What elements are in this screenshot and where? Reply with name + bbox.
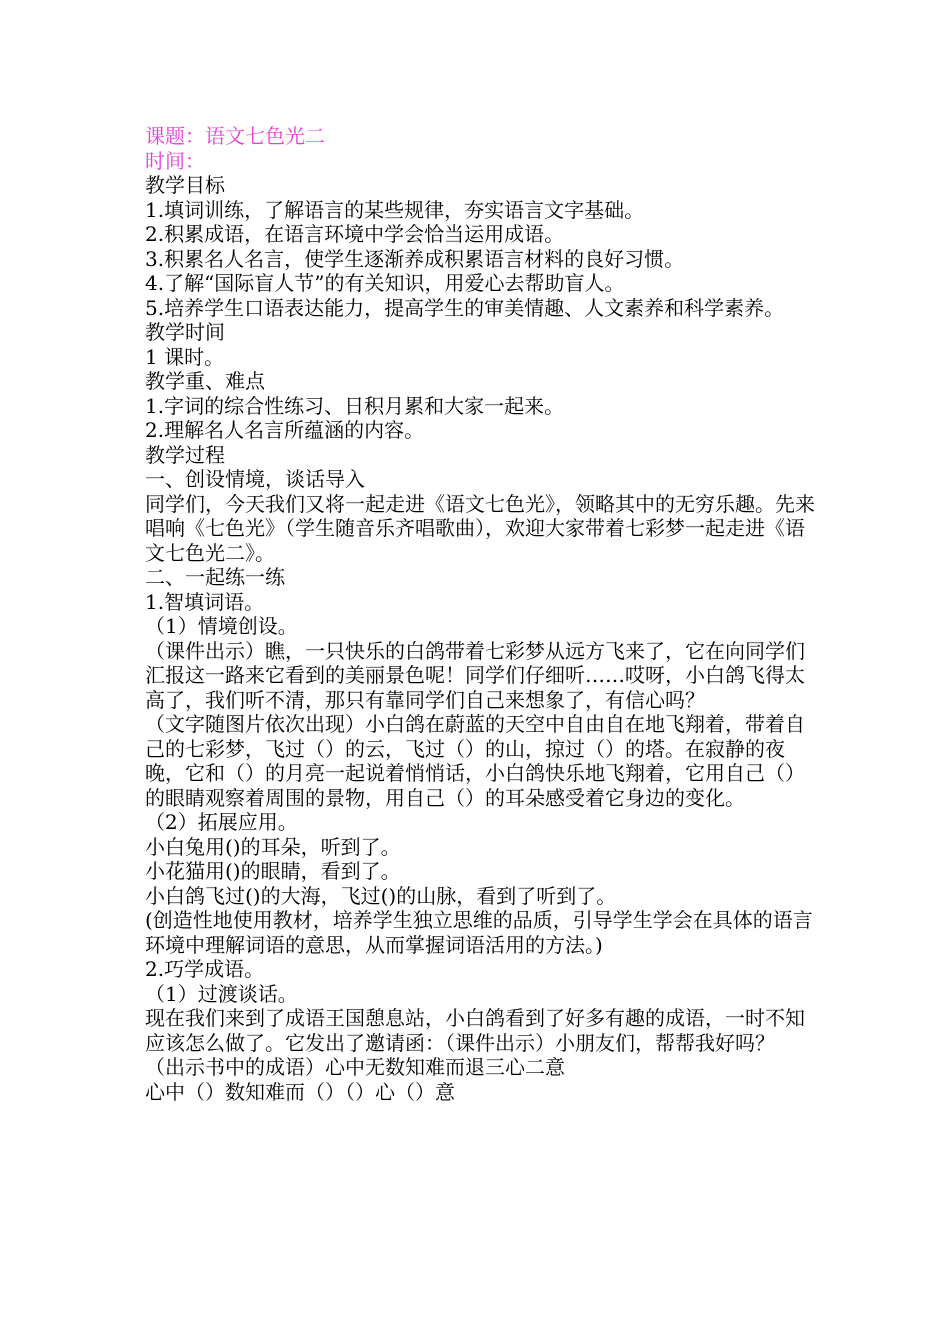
objectives-heading: 教学目标 bbox=[145, 173, 225, 197]
objective-item: 3.积累名人名言，使学生逐渐养成积累语言材料的良好习惯。 bbox=[145, 246, 685, 271]
idiom-blanks: 心中（）数知难而（）（）心（）意 bbox=[145, 1079, 455, 1104]
exercise-line: 小白兔用()的耳朵，听到了。 bbox=[145, 834, 401, 859]
step-heading: （2）拓展应用。 bbox=[145, 810, 298, 834]
idiom-list: （出示书中的成语）心中无数知难而退三心二意 bbox=[145, 1055, 565, 1079]
focus-item: 1.字词的综合性练习、日积月累和大家一起来。 bbox=[145, 393, 565, 418]
lesson-title: 课题：语文七色光二 bbox=[145, 124, 325, 148]
objective-item: 2.积累成语，在语言环境中学会恰当运用成语。 bbox=[145, 222, 565, 246]
section-paragraph: 同学们，今天我们又将一起走进《语文七色光》，领略其中的无穷乐趣。先来唱响《七色光》（学生随音乐齐唱歌曲），欢迎大家带着七彩梦一起走进《语文七色光二》。 bbox=[145, 491, 815, 565]
subsection-heading: 2.巧学成语。 bbox=[145, 957, 265, 981]
section-heading: 一、创设情境，谈话导入 bbox=[145, 467, 365, 491]
paragraph: （文字随图片依次出现）小白鸽在蔚蓝的天空中自由自在地飞翔着，带着自己的七彩梦，飞过（）的云，飞过（）的山，掠过（）的塔。在寂静的夜晚，它和（）的月亮一起说着悄悄话，小白鸽快乐地飞翔着，它用自己（）的眼睛观察着周围的景物，用自己（）的耳朵感受着它身边的变化。 bbox=[145, 712, 805, 810]
focus-heading: 教学重、难点 bbox=[145, 369, 265, 393]
process-heading: 教学过程 bbox=[145, 442, 225, 467]
document-page bbox=[145, 124, 815, 1104]
step-heading: （1）情境创设。 bbox=[145, 614, 298, 638]
exercise-line: 小花猫用()的眼睛，看到了。 bbox=[145, 859, 401, 883]
step-heading: （1）过渡谈话。 bbox=[145, 981, 298, 1006]
paragraph: （课件出示）瞧，一只快乐的白鸽带着七彩梦从远方飞来了，它在向同学们汇报这一路来它看到的美丽景色呢！同学们仔细听……哎呀，小白鸽飞得太高了，我们听不清，那只有靠同学们自己来想象了，有信心吗？ bbox=[145, 638, 805, 712]
objective-item: 1.填词训练，了解语言的某些规律，夯实语言文字基础。 bbox=[145, 197, 645, 222]
section-heading: 二、一起练一练 bbox=[145, 565, 285, 589]
paragraph: 现在我们来到了成语王国憩息站，小白鸽看到了好多有趣的成语，一时不知应该怎么做了。它发出了邀请函：（课件出示）小朋友们，帮帮我好吗？ bbox=[145, 1006, 805, 1055]
subsection-heading: 1.智填词语。 bbox=[145, 589, 265, 614]
objective-item: 4.了解“国际盲人节”的有关知识，用爱心去帮助盲人。 bbox=[145, 271, 625, 295]
duration-heading: 教学时间 bbox=[145, 320, 225, 344]
focus-item: 2.理解名人名言所蕴涵的内容。 bbox=[145, 418, 425, 442]
teaching-note: (创造性地使用教材，培养学生独立思维的品质，引导学生学会在具体的语言环境中理解词语的意思，从而掌握词语活用的方法。) bbox=[145, 908, 813, 957]
duration-value: 1 课时。 bbox=[145, 344, 225, 369]
time-label: 时间： bbox=[145, 148, 205, 173]
objective-item: 5.培养学生口语表达能力，提高学生的审美情趣、人文素养和科学素养。 bbox=[145, 295, 785, 320]
exercise-line: 小白鸽飞过()的大海，飞过()的山脉，看到了听到了。 bbox=[145, 883, 617, 908]
